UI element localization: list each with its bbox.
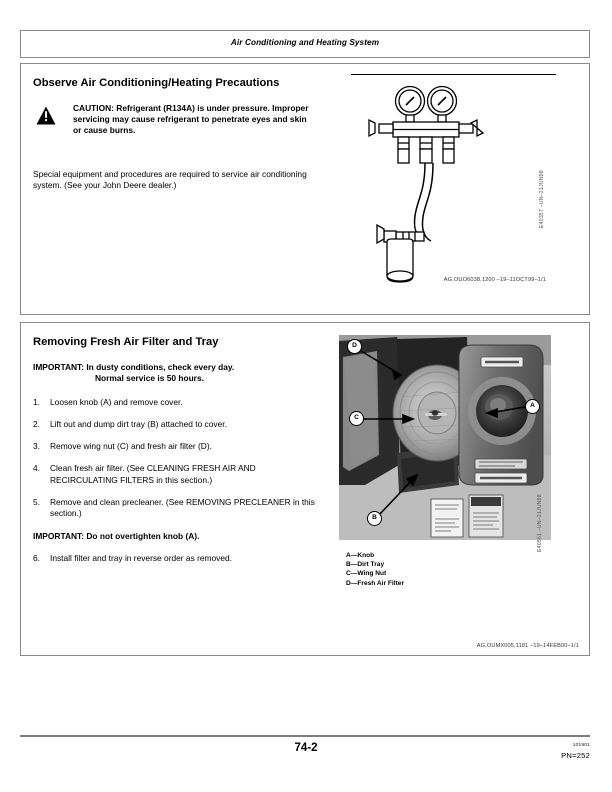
list-item [33, 553, 315, 564]
footer-revision-code: 101901 [572, 743, 590, 748]
fresh-air-filter-photo [339, 335, 551, 540]
procedure-steps-list [33, 397, 315, 520]
callout-b: B [367, 511, 382, 526]
procedure-steps-list-continued [33, 553, 315, 564]
step-number: 2. [33, 418, 40, 429]
important-label: IMPORTANT: [33, 362, 85, 372]
section-air-conditioning-precautions [20, 63, 590, 315]
step-text: Lift out and dump dirt tray (B) attached to cover. [50, 418, 227, 429]
page-number: 74-2 [294, 742, 318, 754]
figure2-caption: AG,OUMX005,1181 –19–14FEB00–1/1 [476, 643, 579, 649]
list-item [33, 497, 315, 520]
page-header-title: Air Conditioning and Heating System [230, 38, 380, 47]
step-text: Clean fresh air filter. (See CLEANING FRESH AIR AND RECIRCULATING FILTERS in this section.) [50, 463, 256, 485]
step-number: 5. [33, 497, 40, 508]
footer-divider [20, 735, 590, 737]
section2-title: Removing Fresh Air Filter and Tray [33, 336, 219, 348]
section1-text-column [33, 76, 315, 192]
footer-meta [561, 741, 590, 760]
callout-c: C [349, 411, 364, 426]
section2-text-column [33, 335, 315, 575]
section1-title: Observe Air Conditioning/Heating Precautions [33, 77, 280, 89]
figure2-legend [346, 551, 404, 588]
legend-item-d: D—Fresh Air Filter [346, 579, 405, 587]
legend-item-c: C—Wing Nut [346, 570, 387, 578]
step-number: 3. [33, 441, 40, 452]
important-note-middle: IMPORTANT: Do not overtighten knob (A). [33, 530, 200, 541]
callout-a: A [525, 399, 540, 414]
figure1-top-rule [351, 74, 556, 75]
step-text: Remove wing nut (C) and fresh air filter (D). [50, 441, 212, 452]
manifold-gauge-set-figure [351, 74, 556, 289]
step-text: Install filter and tray in reverse order as removed. [50, 552, 233, 563]
legend-item-a: A—Knob [346, 552, 375, 559]
step-number: 4. [33, 463, 40, 474]
section-removing-fresh-air-filter [20, 322, 590, 656]
manifold-gauge-set-illustration [351, 74, 556, 289]
list-item [33, 397, 315, 408]
footer-pn: PN=252 [561, 751, 590, 760]
caution-text: CAUTION: Refrigerant (R134A) is under pressure. Improper servicing may cause refrigerant to penetrate eyes and skin or cause burns. [73, 103, 309, 136]
step-number: 6. [33, 552, 40, 563]
list-item [33, 419, 315, 430]
list-item [33, 441, 315, 452]
callout-d: D [347, 339, 362, 354]
figure1-caption: AG,OUO6038,1200 –19–11OCT99–1/1 [443, 277, 546, 283]
step-text: Remove and clean precleaner. (See REMOVING PRECLEANER in this section.) [50, 497, 315, 519]
important-note-top [33, 362, 315, 385]
caution-block [33, 103, 315, 157]
important-line-2: Normal service is 50 hours. [95, 373, 204, 384]
section1-body-text: Special equipment and procedures are required to service air conditioning system. (See your John Deere dealer.) [33, 169, 307, 191]
figure1-side-code: E40357 –UN–21JUN98 [539, 170, 545, 228]
important-line-1: In dusty conditions, check every day. [86, 362, 235, 372]
figure2-side-code: E40561 –UN–21JUN98 [537, 494, 543, 552]
fresh-air-filter-figure [339, 335, 551, 540]
step-text: Loosen knob (A) and remove cover. [50, 396, 183, 407]
list-item [33, 463, 315, 486]
legend-item-b: B—Dirt Tray [346, 561, 385, 569]
step-number: 1. [33, 396, 40, 407]
warning-triangle-icon [36, 106, 56, 125]
page-header-band [20, 30, 590, 58]
